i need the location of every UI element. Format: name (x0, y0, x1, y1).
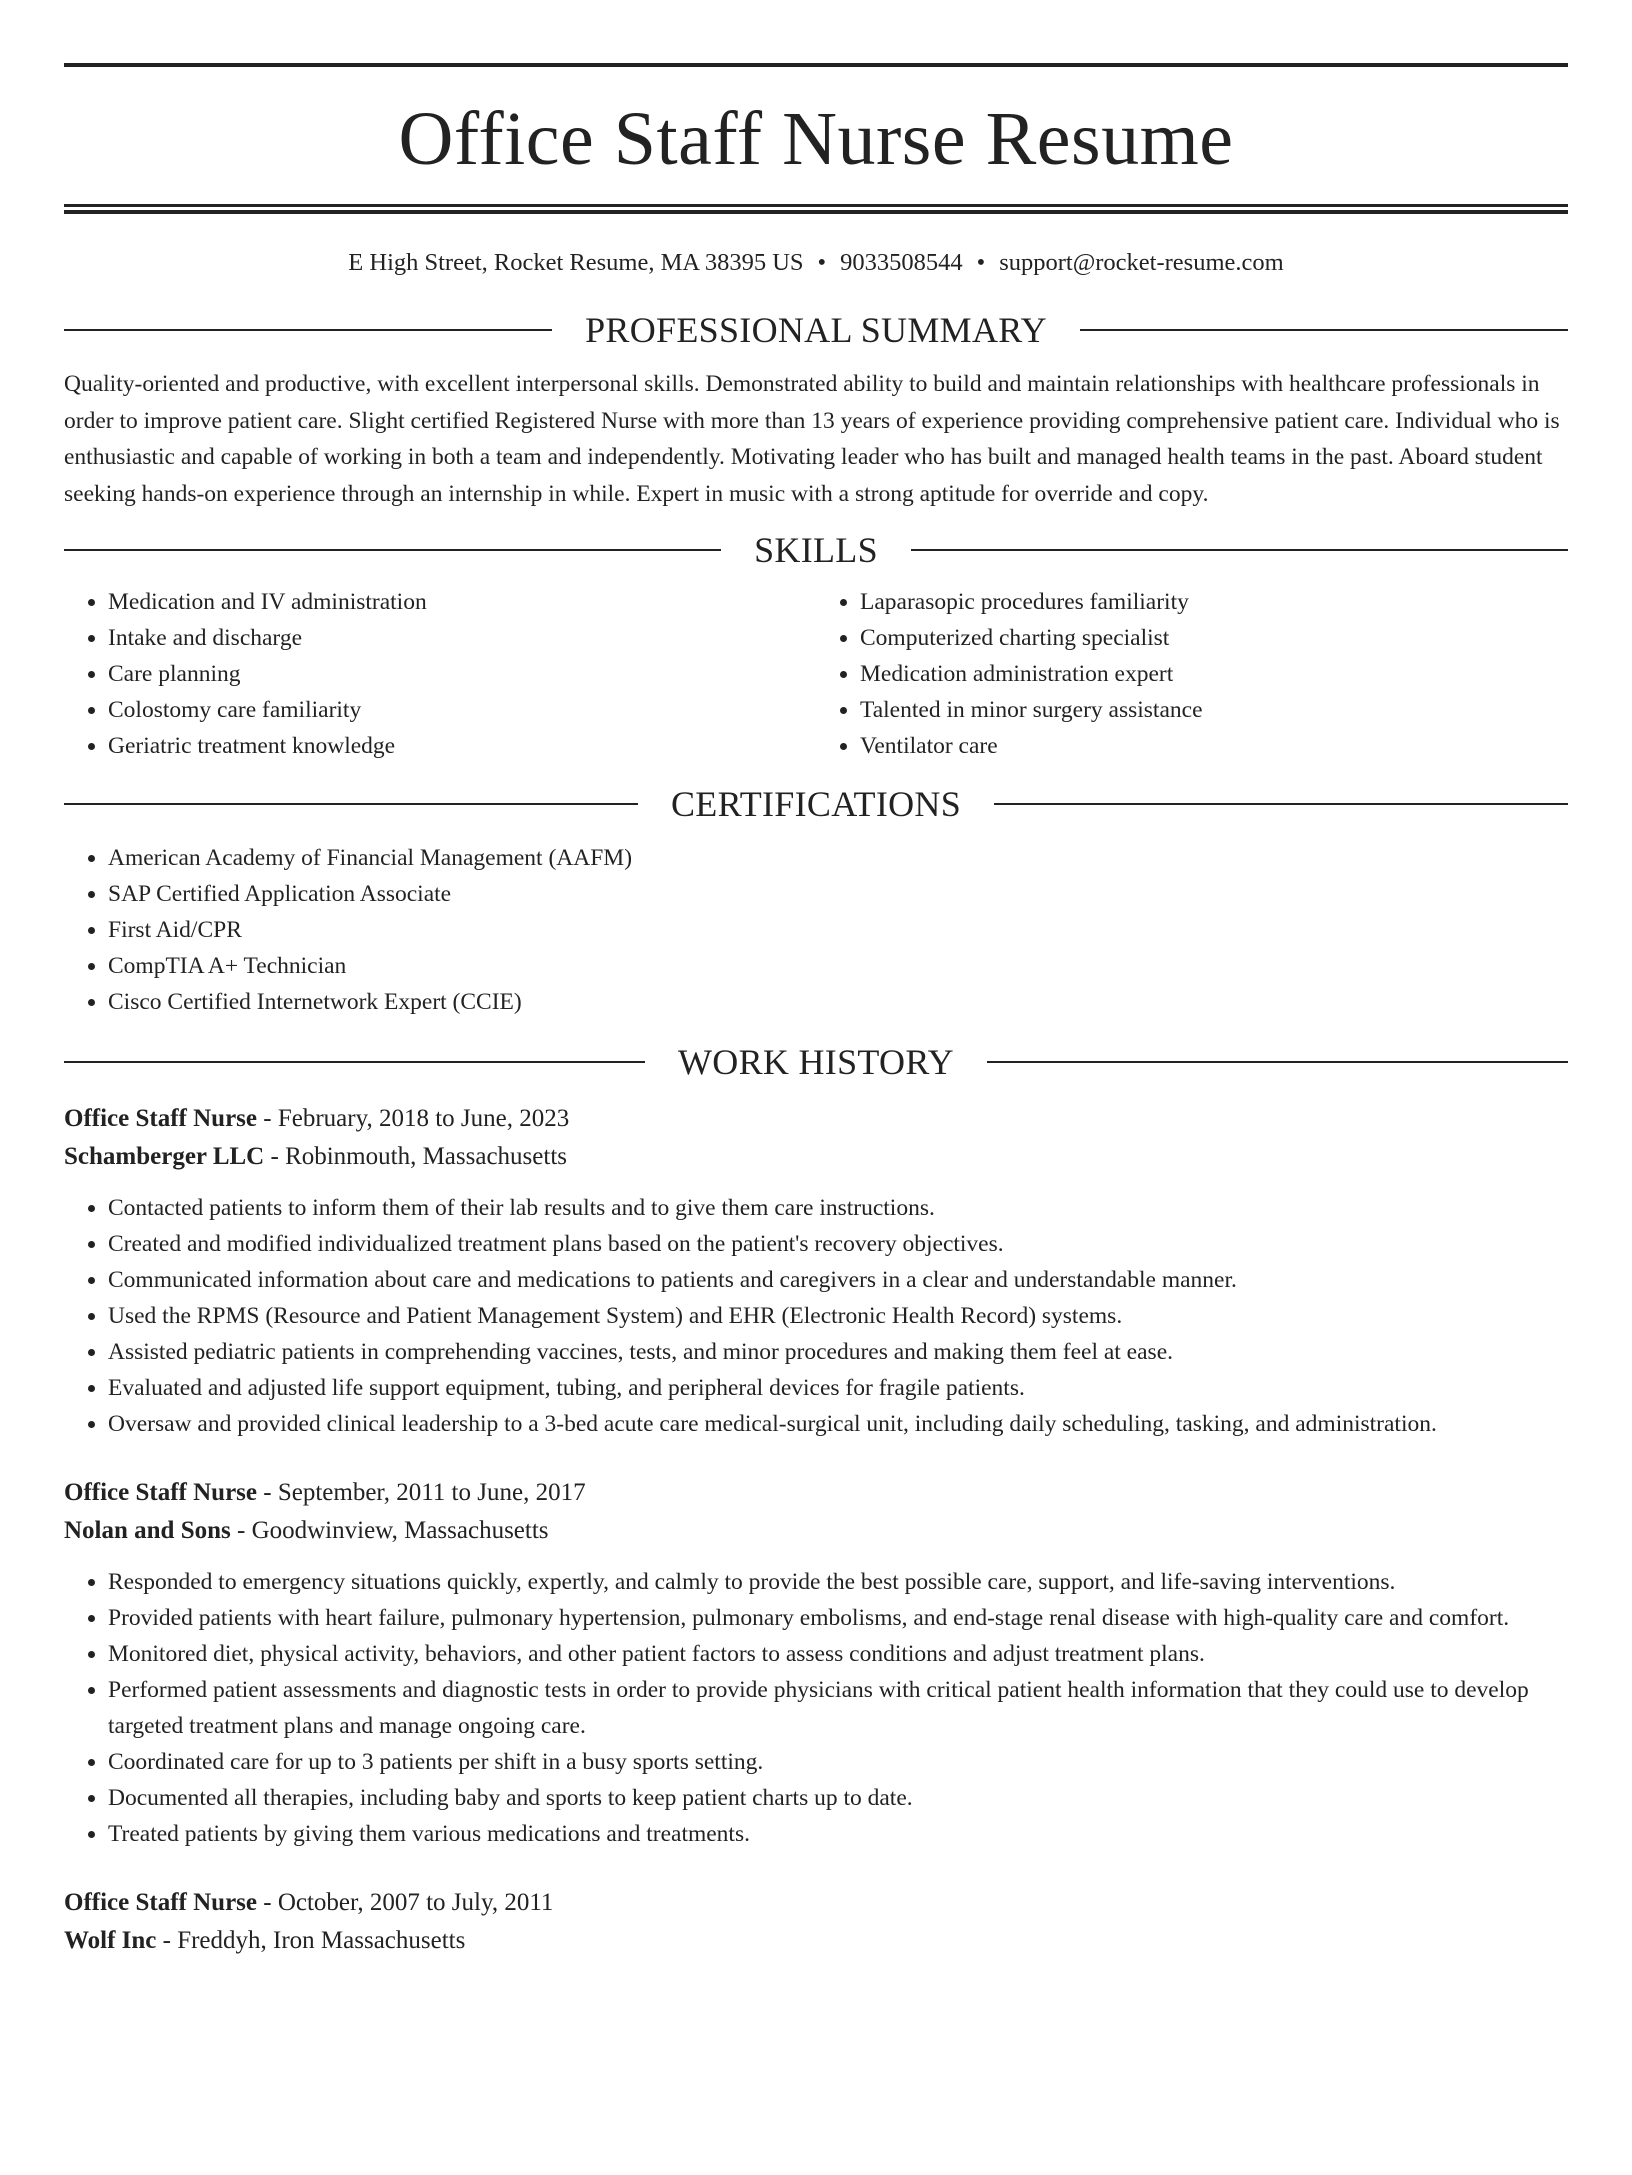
skill-item: • Ventilator care (860, 728, 1568, 764)
job-bullet: • Coordinated care for up to 3 patients per shift in a busy sports setting. (108, 1744, 1568, 1780)
certification-item: • American Academy of Financial Management (AAFM) (108, 840, 1568, 876)
job-company-line: Nolan and Sons - Goodwinview, Massachusetts (64, 1517, 549, 1544)
job-title: Office Staff Nurse (64, 1105, 257, 1132)
job-title-line: Office Staff Nurse - September, 2011 to June, 2017 (64, 1479, 586, 1506)
section-heading-certifications (64, 782, 1568, 826)
section-title: WORK HISTORY (678, 1042, 954, 1082)
job-bullet: • Treated patients by giving them various medications and treatments. (108, 1816, 1568, 1852)
resume-title: Office Staff Nurse Resume (398, 97, 1234, 181)
heading-rule-right (987, 1061, 1568, 1063)
skills-list-left (64, 584, 816, 764)
contact-email[interactable]: support@rocket-resume.com (999, 249, 1284, 276)
title-double-rule (64, 204, 1568, 214)
job-company: Wolf Inc (64, 1927, 157, 1954)
job-bullets (64, 1564, 1568, 1852)
certification-item: • CompTIA A+ Technician (108, 948, 1568, 984)
certification-item: • SAP Certified Application Associate (108, 876, 1568, 912)
job-bullet: • Communicated information about care and medications to patients and caregivers in a clear and understandable manner. (108, 1262, 1568, 1298)
skill-item: • Medication and IV administration (108, 584, 816, 620)
job-company-line: Wolf Inc - Freddyh, Iron Massachusetts (64, 1927, 466, 1954)
job-bullet: • Contacted patients to inform them of their lab results and to give them care instructions. (108, 1190, 1568, 1226)
job-title: Office Staff Nurse (64, 1889, 257, 1916)
resume-page (0, 63, 1632, 2175)
job-title-line: Office Staff Nurse - February, 2018 to June, 2023 (64, 1105, 570, 1132)
skill-item: • Talented in minor surgery assistance (860, 692, 1568, 728)
heading-rule-right (994, 803, 1568, 805)
skills-list-right (816, 584, 1568, 764)
job-bullet: • Evaluated and adjusted life support equipment, tubing, and peripheral devices for fragile patients. (108, 1370, 1568, 1406)
section-heading-work-history (64, 1040, 1568, 1084)
contact-separator: • (976, 249, 986, 276)
job-title: Office Staff Nurse (64, 1479, 257, 1506)
skill-item: • Computerized charting specialist (860, 620, 1568, 656)
job-bullet: • Assisted pediatric patients in comprehending vaccines, tests, and minor procedures and making them feel at ease. (108, 1334, 1568, 1370)
heading-rule-left (64, 803, 638, 805)
skills-grid (64, 584, 1568, 764)
job-company-line: Schamberger LLC - Robinmouth, Massachusetts (64, 1143, 567, 1170)
job-location: Goodwinview, Massachusetts (251, 1517, 549, 1544)
section-heading-summary (64, 308, 1568, 352)
job-bullet: • Responded to emergency situations quickly, expertly, and calmly to provide the best possible care, support, and life-saving interventions. (108, 1564, 1568, 1600)
job-entry (64, 1100, 1568, 1442)
skill-item: • Intake and discharge (108, 620, 816, 656)
job-company: Nolan and Sons (64, 1517, 231, 1544)
job-bullet: • Provided patients with heart failure, pulmonary hypertension, pulmonary embolisms, and end-stage renal disease with high-quality care and comfort. (108, 1600, 1568, 1636)
job-dates: October, 2007 to July, 2011 (277, 1889, 554, 1916)
job-bullets (64, 1190, 1568, 1442)
job-entry (64, 1474, 1568, 1852)
heading-rule-left (64, 549, 721, 551)
certification-item: • First Aid/CPR (108, 912, 1568, 948)
skill-item: • Medication administration expert (860, 656, 1568, 692)
job-entry (64, 1884, 1568, 1960)
job-dates: September, 2011 to June, 2017 (277, 1479, 586, 1506)
job-location: Freddyh, Iron Massachusetts (177, 1927, 466, 1954)
job-dates: February, 2018 to June, 2023 (277, 1105, 570, 1132)
job-bullet: • Monitored diet, physical activity, behaviors, and other patient factors to assess conditions and adjust treatment plans. (108, 1636, 1568, 1672)
job-bullet: • Oversaw and provided clinical leadership to a 3-bed acute care medical-surgical unit, including daily scheduling, tasking, and administration. (108, 1406, 1568, 1442)
skill-item: • Geriatric treatment knowledge (108, 728, 816, 764)
job-location: Robinmouth, Massachusetts (285, 1143, 567, 1170)
section-heading-skills (64, 528, 1568, 572)
job-title-line: Office Staff Nurse - October, 2007 to July, 2011 (64, 1889, 554, 1916)
certifications-list (64, 840, 1568, 1020)
job-bullet: • Performed patient assessments and diagnostic tests in order to provide physicians with critical patient health information that they could use to develop targeted treatment plans and manage ongoing care. (108, 1672, 1568, 1744)
contact-line (64, 248, 1568, 278)
skill-item: • Care planning (108, 656, 816, 692)
contact-separator: • (817, 249, 827, 276)
skill-item: • Colostomy care familiarity (108, 692, 816, 728)
section-title: SKILLS (754, 530, 878, 570)
section-title: CERTIFICATIONS (670, 784, 962, 824)
job-company: Schamberger LLC (64, 1143, 265, 1170)
job-bullet: • Documented all therapies, including baby and sports to keep patient charts up to date. (108, 1780, 1568, 1816)
skill-item: • Laparasopic procedures familiarity (860, 584, 1568, 620)
professional-summary-text: Quality-oriented and productive, with excellent interpersonal skills. Demonstrated ability to build and maintain relationships with healthcare professionals in order to improve patient care. Slight certified Registered Nurse with more than 13 years of experience providing comprehensive patient care. Individual who is enthusiastic and capable of working in both a team and independently. Motivating leader who has built and managed health teams in the past. Aboard student seeking hands-on experience through an internship in while. Expert in music with a strong aptitude for override and copy. (64, 371, 1560, 507)
contact-phone: 9033508544 (840, 249, 963, 276)
heading-rule-right (911, 549, 1568, 551)
job-bullet: • Created and modified individualized treatment plans based on the patient's recovery objectives. (108, 1226, 1568, 1262)
heading-rule-right (1080, 329, 1568, 331)
job-bullet: • Used the RPMS (Resource and Patient Management System) and EHR (Electronic Health Record) systems. (108, 1298, 1568, 1334)
certification-item: • Cisco Certified Internetwork Expert (CCIE) (108, 984, 1568, 1020)
heading-rule-left (64, 1061, 645, 1063)
top-rule (64, 63, 1568, 67)
heading-rule-left (64, 329, 552, 331)
contact-address: E High Street, Rocket Resume, MA 38395 US (348, 249, 804, 276)
section-title: PROFESSIONAL SUMMARY (585, 310, 1047, 350)
